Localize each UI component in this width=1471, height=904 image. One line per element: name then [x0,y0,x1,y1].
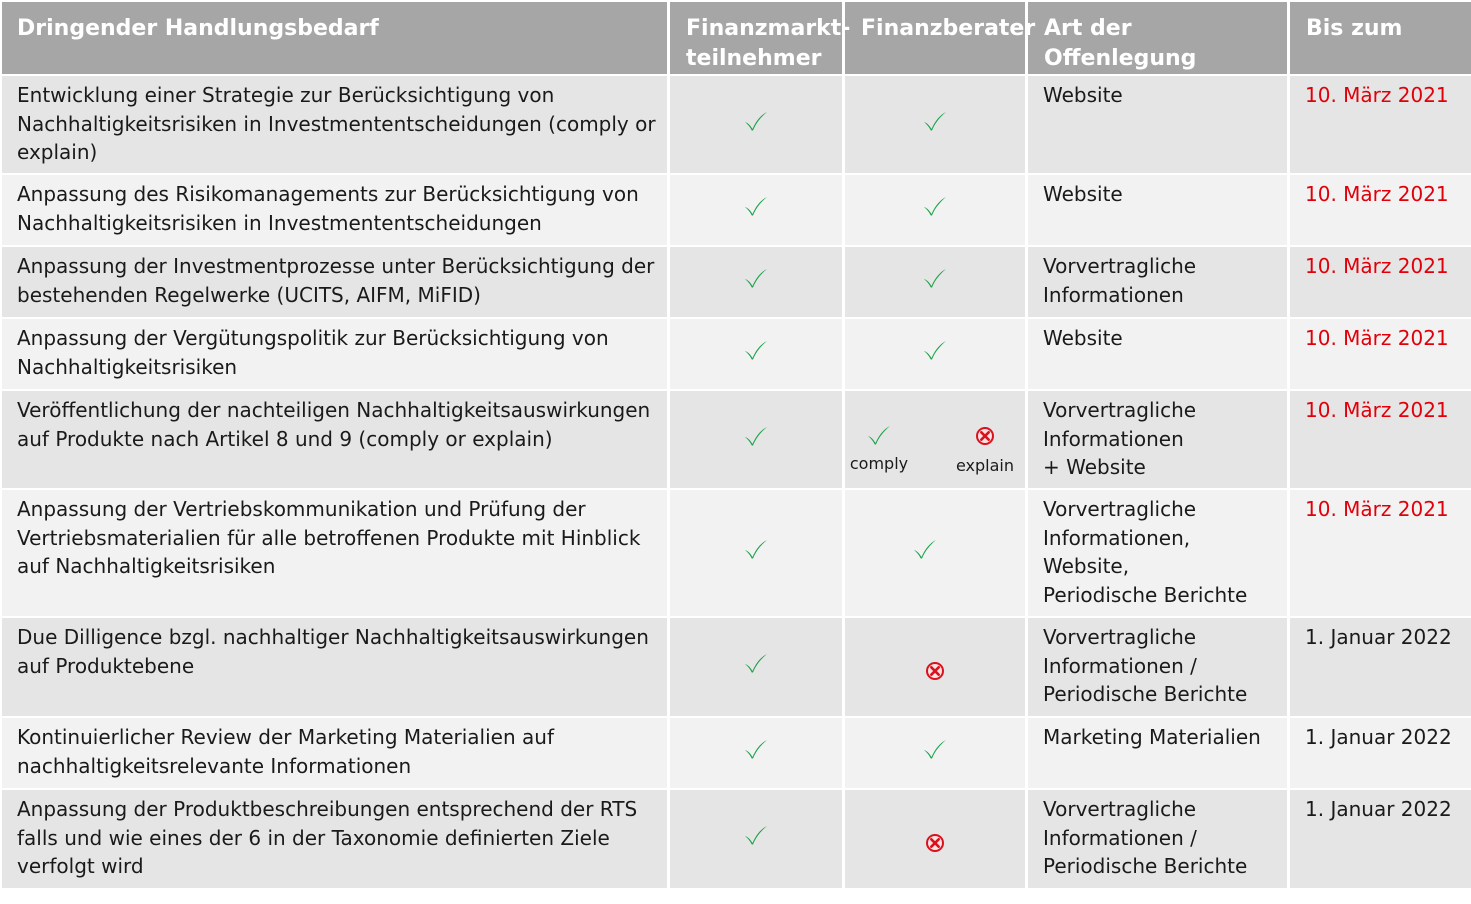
advisor-cell [845,391,1025,488]
header-action: Dringender Handlungsbedarf [2,2,667,74]
market-participant-cell [670,175,842,245]
action-cell: Veröffentlichung der nachteiligen Nachhaltigkeitsauswirkungen auf Produkte nach Artikel 8 und 9 (comply or explain) [2,391,667,488]
advisor-cell [845,790,1025,888]
disclosure-line: Vorvertragliche [1043,625,1197,649]
comply-label: comply [849,453,909,473]
header-market-line2: teilnehmer [686,46,822,71]
table-row [2,175,1471,245]
disclosure-line: Informationen / [1043,653,1197,678]
table-row [2,76,1471,173]
deadline-cell: 1. Januar 2022 [1290,618,1471,716]
cross-icon [925,661,945,681]
check-icon [922,738,948,760]
check-icon [922,195,948,217]
advisor-cell [845,319,1025,389]
table-row [2,490,1471,616]
table-row [2,391,1471,488]
check-icon [912,538,938,560]
advisor-cell [845,247,1025,317]
action-cell: Anpassung der Investmentprozesse unter Berücksichtigung der bestehenden Regelwerke (UCITS, AIFM, MiFID) [2,247,667,317]
disclosure-cell [1028,76,1287,173]
advisor-cell [845,490,1025,616]
table-row [2,718,1471,788]
check-icon [743,824,769,846]
disclosure-line: Marketing Materialien [1043,725,1261,749]
market-participant-cell [670,319,842,389]
disclosure-cell [1028,618,1287,716]
disclosure-line: Vorvertragliche [1043,254,1197,278]
check-icon [743,538,769,560]
disclosure-line: Informationen [1043,282,1184,307]
disclosure-cell [1028,319,1287,389]
table-row [2,790,1471,888]
disclosure-line: Website, [1043,554,1130,578]
disclosure-line: Website [1043,83,1123,107]
check-icon [743,425,769,447]
disclosure-line: Periodische Berichte [1043,682,1248,706]
disclosure-cell [1028,247,1287,317]
disclosure-line: Periodische Berichte [1043,582,1248,607]
table-row [2,247,1471,317]
market-participant-cell [670,718,842,788]
market-participant-cell [670,247,842,317]
action-cell: Anpassung der Produktbeschreibungen entsprechend der RTS falls und wie eines der 6 in der Taxonomie definierten Ziele verfolgt wird [2,790,667,888]
table-row [2,319,1471,389]
check-icon [743,267,769,289]
market-participant-cell [670,76,842,173]
action-cell: Anpassung der Vergütungspolitik zur Berücksichtigung von Nachhaltigkeitsrisiken [2,319,667,389]
cross-icon [925,833,945,853]
check-icon [743,110,769,132]
explain-label: explain [955,455,1015,475]
market-participant-cell [670,618,842,716]
advisor-cell [845,76,1025,173]
action-cell: Entwicklung einer Strategie zur Berücksichtigung von Nachhaltigkeitsrisiken in Investmententscheidungen (comply or explain) [2,76,667,173]
disclosure-cell [1028,175,1287,245]
deadline-cell: 10. März 2021 [1290,391,1471,488]
deadline-cell: 10. März 2021 [1290,490,1471,616]
check-icon [922,267,948,289]
disclosure-line: Periodische Berichte [1043,854,1248,878]
disclosure-line: Informationen [1043,426,1184,451]
deadline-cell: 10. März 2021 [1290,319,1471,389]
deadline-cell: 1. Januar 2022 [1290,790,1471,888]
deadline-cell: 10. März 2021 [1290,175,1471,245]
table-row [2,618,1471,716]
disclosure-line: Vorvertragliche [1043,797,1197,821]
deadline-cell: 10. März 2021 [1290,76,1471,173]
header-advisors: Finanzberater [845,2,1025,74]
disclosure-line: Informationen / [1043,825,1197,850]
action-cell: Kontinuierlicher Review der Marketing Materialien auf nachhaltigkeitsrelevante Informationen [2,718,667,788]
disclosure-cell [1028,391,1287,488]
disclosure-line: Informationen, [1043,525,1191,550]
advisor-cell [845,718,1025,788]
deadline-cell: 10. März 2021 [1290,247,1471,317]
comply-option [849,424,909,473]
deadline-cell: 1. Januar 2022 [1290,718,1471,788]
disclosure-line: Vorvertragliche [1043,497,1197,521]
advisor-cell [845,618,1025,716]
action-cell: Anpassung des Risikomanagements zur Berücksichtigung von Nachhaltigkeitsrisiken in Investmententscheidungen [2,175,667,245]
disclosure-line: Website [1043,182,1123,206]
advisor-cell [845,175,1025,245]
check-icon [922,339,948,361]
action-cell: Due Dilligence bzgl. nachhaltiger Nachhaltigkeitsauswirkungen auf Produktebene [2,618,667,716]
market-participant-cell [670,391,842,488]
header-row [2,2,1471,74]
market-participant-cell [670,490,842,616]
cross-icon [975,426,995,446]
disclosure-cell [1028,718,1287,788]
check-icon [922,110,948,132]
advisor-split [845,392,1025,488]
disclosure-line: Website [1043,326,1123,350]
disclosure-cell [1028,490,1287,616]
action-cell: Anpassung der Vertriebskommunikation und Prüfung der Vertriebsmaterialien für alle betroffenen Produkte mit Hinblick auf Nachhaltigkeitsrisiken [2,490,667,616]
check-icon [743,195,769,217]
header-market-participants [670,2,851,74]
disclosure-line: + Website [1043,455,1146,479]
check-icon [743,738,769,760]
disclosure-line: Vorvertragliche [1043,398,1197,422]
header-market-line1: Finanzmarkt- [686,16,851,41]
disclosure-cell [1028,790,1287,888]
header-deadline: Bis zum [1290,2,1471,74]
market-participant-cell [670,790,842,888]
explain-option [955,426,1015,475]
check-icon [743,652,769,674]
check-icon [743,339,769,361]
check-icon [866,424,892,446]
header-disclosure-type: Art der Offenlegung [1028,2,1287,74]
